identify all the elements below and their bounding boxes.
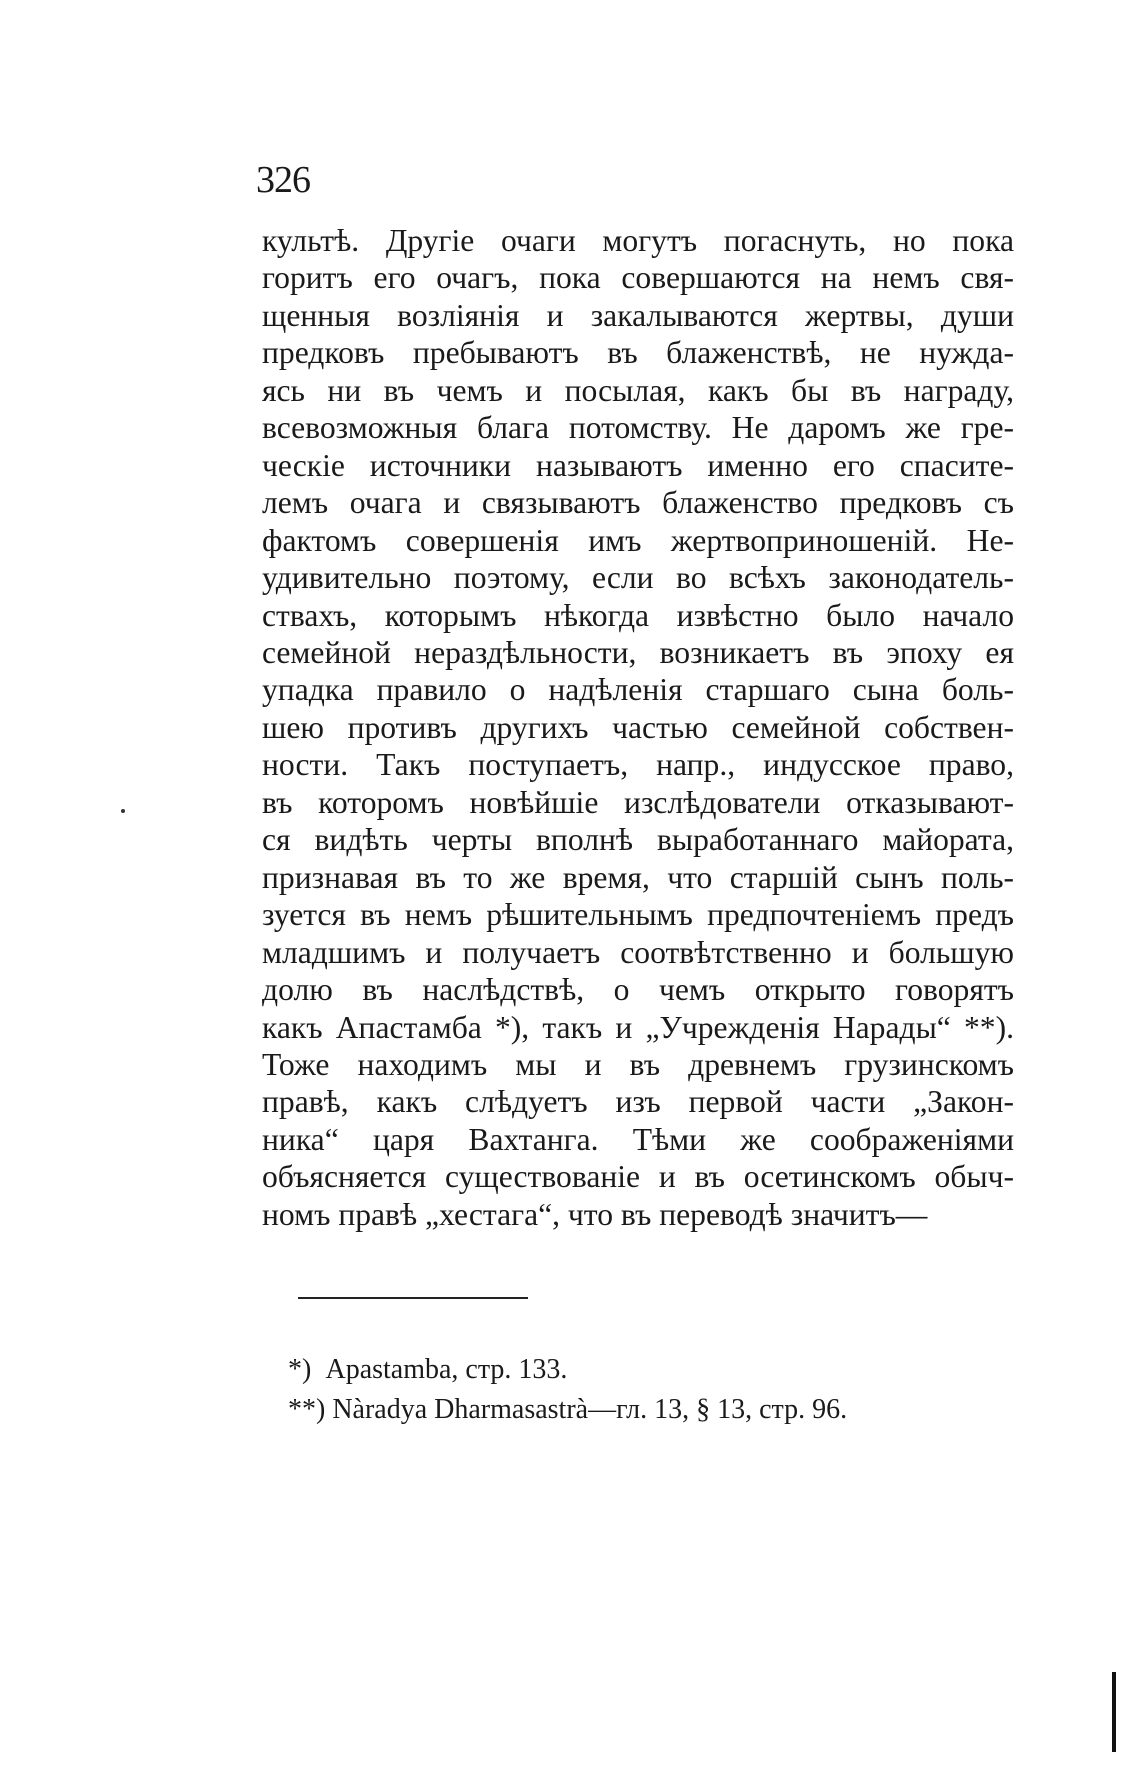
text-line: ся видѣть черты вполнѣ выработаннаго майората, bbox=[262, 822, 1014, 858]
text-line: всевозможныя блага потомству. Не даромъ же гре- bbox=[262, 410, 1014, 446]
footnote-mark: *) bbox=[288, 1354, 312, 1385]
footnotes bbox=[288, 1350, 847, 1430]
main-text bbox=[262, 222, 1014, 1233]
text-line: ствахъ, которымъ нѣкогда извѣстно было начало bbox=[262, 597, 1014, 633]
text-line: щенныя возліянія и закалываются жертвы, души bbox=[262, 297, 1014, 333]
text-line: номъ правѣ „хестага“, что въ переводѣ значитъ— bbox=[262, 1196, 928, 1232]
text-line: ческіе источники называютъ именно его спасите- bbox=[262, 447, 1014, 483]
text-line: долю въ наслѣдствѣ, о чемъ открыто говорятъ bbox=[262, 972, 1014, 1008]
footnote-text: Nàradya Dharmasastrà—гл. 13, § 13, стр. 96. bbox=[332, 1394, 848, 1425]
footnote bbox=[288, 1390, 847, 1430]
footnote bbox=[288, 1350, 847, 1390]
text-line: правѣ, какъ слѣдуетъ изъ первой части „Закон- bbox=[262, 1084, 1014, 1120]
text-line: удивительно поэтому, если во всѣхъ законодатель- bbox=[262, 560, 1014, 596]
footnote-mark: **) bbox=[288, 1394, 326, 1425]
text-line: культѣ. Другіе очаги могутъ погаснуть, но пока bbox=[262, 223, 1014, 258]
text-line: ности. Такъ поступаетъ, напр., индусское право, bbox=[262, 747, 1014, 783]
text-line: Тоже находимъ мы и въ древнемъ грузинскомъ bbox=[262, 1046, 1014, 1082]
text-line: лемъ очага и связываютъ блаженство предковъ съ bbox=[262, 485, 1014, 521]
text-line: ясь ни въ чемъ и посылая, какъ бы въ награду, bbox=[262, 372, 1014, 408]
text-line: фактомъ совершенія имъ жертвоприношеній. Не- bbox=[262, 522, 1014, 558]
text-line: семейной нераздѣльности, возникаетъ въ эпоху ея bbox=[262, 634, 1014, 670]
text-line: шею противъ другихъ частью семейной собствен- bbox=[262, 709, 1014, 745]
text-line: признавая въ то же время, что старшій сынъ поль- bbox=[262, 859, 1014, 895]
page-number: 326 bbox=[256, 159, 310, 201]
text-line: упадка правило о надѣленія старшаго сына боль- bbox=[262, 672, 1014, 708]
text-line: младшимъ и получаетъ соотвѣтственно и большую bbox=[262, 934, 1014, 970]
text-line: предковъ пребываютъ въ блаженствѣ, не нужда- bbox=[262, 335, 1014, 371]
scan-speck bbox=[121, 809, 125, 813]
text-line: въ которомъ новѣйшіе изслѣдователи отказывают- bbox=[262, 784, 1014, 820]
footnote-divider bbox=[298, 1297, 528, 1299]
text-line: горитъ его очагъ, пока совершаются на немъ свя- bbox=[262, 260, 1014, 296]
text-line: объясняется существованіе и въ осетинскомъ обыч- bbox=[262, 1159, 1014, 1195]
text-line: какъ Апастамба *), такъ и „Учрежденія Нарады“ **). bbox=[262, 1009, 1014, 1045]
footnote-text: Apastamba, стр. 133. bbox=[325, 1354, 568, 1385]
text-line: ника“ царя Вахтанга. Тѣми же соображеніями bbox=[262, 1121, 1014, 1157]
scan-edge-mark bbox=[1112, 1672, 1116, 1752]
text-line: зуется въ немъ рѣшительнымъ предпочтеніемъ предъ bbox=[262, 897, 1014, 933]
